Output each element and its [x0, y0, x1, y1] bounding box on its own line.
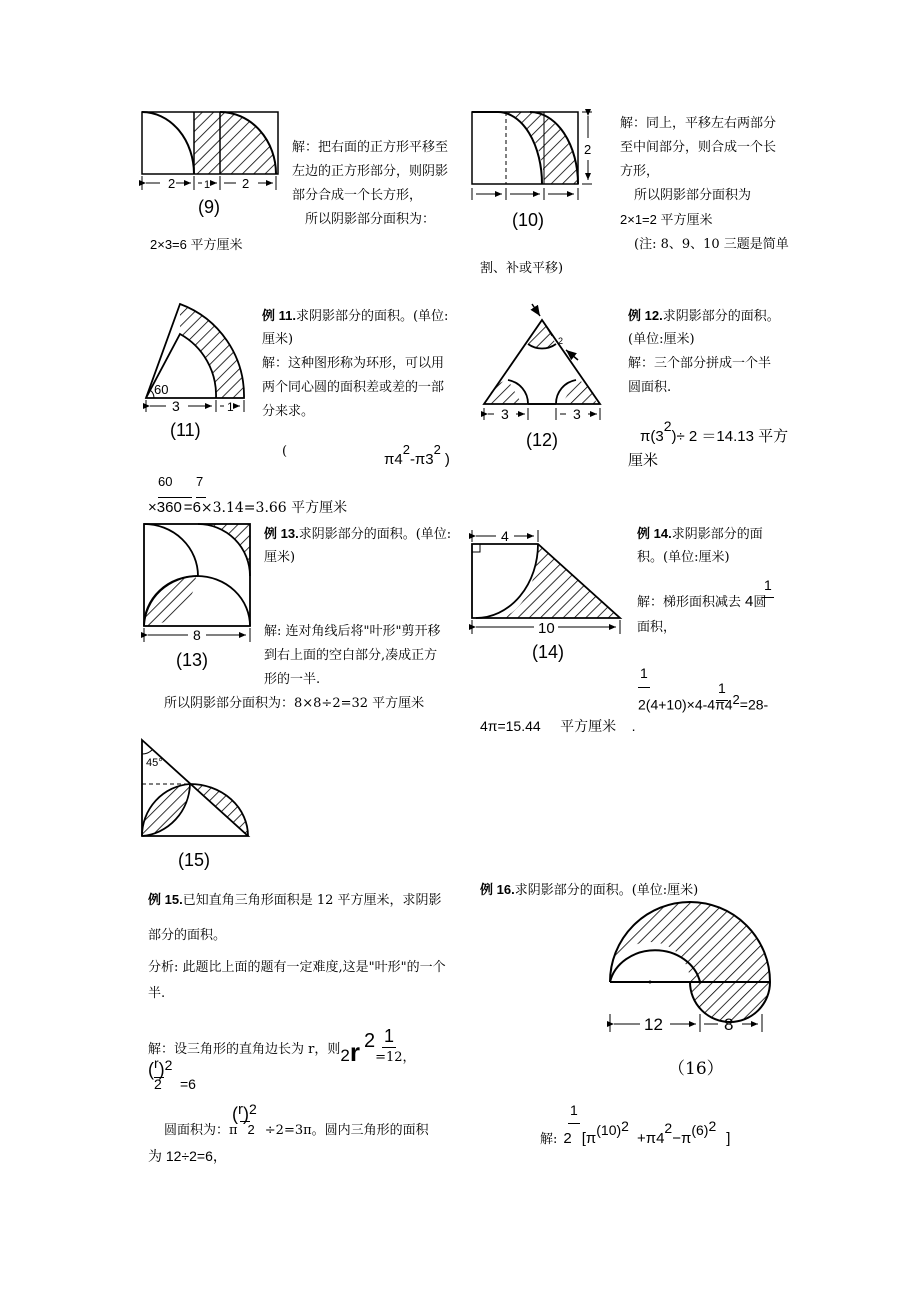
- ex11-exp-a: 2: [402, 442, 410, 457]
- ex16-dim-b: 8: [724, 1015, 734, 1034]
- ex14-sol-frac-den: 4: [745, 593, 754, 610]
- ex11-angle: 60: [154, 382, 169, 397]
- ex15-circle-den: 2: [247, 1122, 255, 1137]
- ex14-dim-top: 4: [501, 528, 509, 544]
- ex15-circle-prefix: 圆面积为：π: [164, 1123, 238, 1138]
- ex16-f-c: −π: [672, 1130, 692, 1147]
- ex15-question-2: 部分的面积。: [148, 928, 227, 943]
- figure-14: [464, 524, 634, 644]
- ex13-sol-1: 解: 连对角线后将"叶形"剪开移: [264, 624, 441, 639]
- ex13-dim: 8: [193, 627, 201, 643]
- ex16-title: 例 16.: [480, 882, 515, 897]
- ex12-sol-2: 圆面积.: [628, 380, 672, 395]
- ex14-calc-exp: 2: [732, 692, 740, 707]
- fig9-sol-3: 部分合成一个长方形，: [292, 188, 423, 203]
- ex15-last-line: 为 12÷2=6，: [148, 1148, 227, 1164]
- ex11-sol-2: 两个同心圆的面积差或差的一部: [262, 380, 445, 395]
- fig10-result: 2×1=2 平方厘米: [620, 212, 713, 227]
- ex15-r-eq: =6: [180, 1076, 196, 1092]
- ex13-title: 例 13.: [264, 526, 299, 541]
- ex14-calc-mid: (4+10)×4-: [645, 696, 708, 713]
- ex15-title: 例 15.: [148, 892, 183, 907]
- ex13-unit: 厘米): [264, 550, 296, 565]
- ex11-dim-b: 1: [227, 400, 234, 414]
- ex11-formula-b: -π3: [409, 451, 434, 468]
- ex16-caption: （16）: [668, 1059, 724, 1079]
- ex14-calc-pi: π4: [715, 696, 733, 713]
- ex14-unit: 积。(单位:厘米): [637, 550, 730, 565]
- ex11-frac1-den: 360: [156, 499, 182, 516]
- ex15-circle-num: r: [238, 1101, 243, 1118]
- ex11-paren-close: ): [444, 451, 450, 468]
- ex14-caption: (14): [532, 642, 565, 662]
- ex15-analysis-1: 分析: 此题比上面的题有一定难度,这是"叶形"的一个: [148, 960, 446, 975]
- fig9-result: 2×3=6 平方厘米: [150, 237, 243, 252]
- ex16-f-c-exp: 2: [708, 1118, 717, 1134]
- ex16-frac-num: 1: [570, 1102, 578, 1118]
- ex15-eq: =12，: [375, 1050, 416, 1065]
- ex12-formula-unit: 厘米: [628, 451, 659, 469]
- ex15-question-line: [148, 888, 442, 913]
- fig9-dim-b: 1: [204, 179, 211, 191]
- ex16-question: 求阴影部分的面积。(单位:厘米): [514, 883, 699, 898]
- ex15-sym-r: r: [349, 1037, 360, 1067]
- svg-text:2: 2: [558, 336, 564, 346]
- ex12-formula-pi: π(3: [640, 428, 664, 445]
- ex14-question: 求阴影部分的面: [671, 527, 763, 542]
- figure-10: [468, 108, 608, 208]
- fig10-caption: (10): [512, 210, 545, 230]
- ex11-result-tail: ×3.14=3.66 平方厘米: [200, 500, 348, 516]
- ex15-circle-frac: $(r)^2$: [232, 1101, 257, 1124]
- ex11-question-line: [262, 304, 448, 329]
- ex14-title: 例 14.: [637, 526, 672, 541]
- ex15-frac-num: 1: [384, 1026, 395, 1046]
- ex13-result: 所以阴影部分面积为：8×8÷2=32 平方厘米: [164, 696, 425, 711]
- ex12-sol-1: 解：三个部分拼成一个半: [628, 356, 772, 371]
- ex15-caption: (15): [178, 850, 211, 870]
- fig9-sol-2: 左边的正方形部分，则阴影: [292, 164, 449, 179]
- ex12-title: 例 12.: [628, 308, 663, 323]
- ex16-dim-a: 12: [644, 1015, 663, 1034]
- ex16-f-a-exp: 2: [621, 1118, 629, 1134]
- ex14-calc-line: [638, 688, 768, 717]
- fig10-sol-1: 解：同上，平移左右两部分: [620, 116, 777, 131]
- figure-12: [470, 300, 630, 430]
- ex12-caption: (12): [526, 430, 559, 450]
- ex11-dim-a: 3: [172, 398, 180, 414]
- ex12-formula: [640, 418, 788, 449]
- ex12-formula-rest: )÷ 2 ＝14.13 平方: [671, 428, 789, 445]
- ex14-calc-den2: 4: [707, 696, 716, 713]
- ex15-r-den: 2: [154, 1076, 162, 1092]
- ex15-question: 已知直角三角形面积是 12 平方厘米，求阴影: [182, 893, 442, 908]
- fig10-sol-3: 方形，: [620, 164, 660, 179]
- ex12-question: 求阴影部分的面积。: [662, 309, 780, 324]
- ex12-unit: (单位:厘米): [628, 332, 695, 347]
- ex11-question: 求阴影部分的面积。(单位:: [295, 309, 449, 324]
- ex11-paren: (: [282, 444, 288, 459]
- figure-16: [604, 898, 774, 1048]
- fig10-note-1: (注: 8、9、10 三题是简单: [634, 237, 789, 252]
- ex13-question: 求阴影部分的面积。(单位:: [298, 527, 452, 542]
- ex14-sol-line2: 面积，: [637, 620, 677, 635]
- ex14-result: 4π=15.44 平方厘米 .: [480, 718, 636, 734]
- ex16-sol-label: 解:: [540, 1132, 558, 1147]
- ex11-sol-3: 分来求。: [262, 404, 315, 419]
- ex11-times: ×: [148, 499, 157, 516]
- fig9-sol-1: 解：把右面的正方形平移至: [292, 140, 449, 155]
- ex12-dim-a: 3: [501, 406, 509, 422]
- ex11-result-line: ×360 =6×3.14=3.66 平方厘米: [148, 499, 348, 516]
- ex13-caption: (13): [176, 650, 209, 670]
- ex15-frac-den: 2: [340, 1046, 350, 1065]
- ex16-f-close: ]: [726, 1130, 731, 1147]
- fig10-dim-side: 2: [584, 142, 592, 157]
- ex15-circle-rest: ÷2=3π。圆内三角形的面积: [264, 1123, 429, 1138]
- ex14-calc-num2: 1: [718, 680, 726, 696]
- ex15-r-exp: 2: [164, 1057, 173, 1073]
- ex11-formula: [384, 442, 450, 472]
- figure-11: [140, 298, 260, 418]
- fig10-sol-4: 所以阴影部分面积为: [634, 188, 752, 203]
- ex15-sol-line: [148, 1024, 416, 1070]
- ex14-sol-frac-num: 1: [764, 577, 772, 593]
- ex15-angle: 45°: [146, 757, 163, 769]
- ex11-formula-a: π4: [384, 451, 403, 468]
- ex15-r-num: r: [154, 1054, 159, 1071]
- ex14-sol-suffix: 圆: [753, 595, 767, 610]
- ex14-question-line: [637, 522, 763, 547]
- ex15-circle-line: [164, 1118, 429, 1143]
- ex13-question-line: [264, 522, 451, 547]
- ex11-title: 例 11.: [262, 308, 296, 323]
- ex16-f-c-val: (6): [691, 1122, 709, 1138]
- ex14-sol-line: [637, 590, 766, 615]
- ex14-dim-bottom: 10: [538, 620, 555, 637]
- ex15-sol-prefix: 解：设三角形的直角边长为 r，则: [148, 1042, 341, 1057]
- ex11-caption: (11): [170, 420, 201, 440]
- ex11-unit: 厘米): [262, 332, 294, 347]
- fig9-caption: (9): [198, 197, 220, 217]
- ex16-f-b-exp: 2: [664, 1120, 673, 1136]
- fig10-note-2: 割、补或平移): [480, 261, 564, 276]
- ex16-frac-den: 2: [563, 1130, 572, 1147]
- ex14-calc-end: =28-: [739, 696, 769, 713]
- ex11-exp-b: 2: [433, 442, 441, 457]
- figure-15: [138, 736, 254, 840]
- ex11-sol-1: 解：这种图形称为环形，可以用: [262, 356, 445, 371]
- ex14-sol-prefix: 解：梯形面积减去: [637, 595, 742, 610]
- ex16-f-b: +π4: [636, 1130, 665, 1147]
- fig10-sol-2: 至中间部分，则合成一个长: [620, 140, 777, 155]
- ex12-dim-b: 3: [573, 406, 581, 422]
- ex16-sol-line: [540, 1120, 730, 1152]
- ex11-frac2-den: 6: [192, 499, 201, 516]
- ex13-sol-3: 形的一半.: [264, 672, 321, 687]
- fig9-dim-c: 2: [242, 176, 250, 191]
- fig9-dim-a: 2: [168, 176, 176, 191]
- ex16-f-a: (10): [596, 1122, 622, 1138]
- ex15-exp: 2: [363, 1030, 376, 1052]
- ex14-calc-num: 1: [640, 665, 648, 681]
- ex16-formula: [π: [581, 1130, 597, 1147]
- figure-13: [140, 520, 256, 660]
- ex12-question-line: [628, 304, 780, 329]
- ex12-formula-exp: 2: [663, 418, 672, 434]
- ex14-calc-den: 2: [638, 696, 646, 713]
- ex11-frac2-num: 7: [196, 474, 204, 489]
- ex15-r-frac: $(r)^2$: [148, 1054, 173, 1080]
- fig9-sol-4: 所以阴影部分面积为：: [305, 212, 436, 227]
- ex11-frac1-num: 60: [158, 474, 173, 489]
- ex15-circle-exp: 2: [249, 1101, 257, 1117]
- ex13-sol-2: 到右上面的空白部分,凑成正方: [264, 648, 438, 663]
- figure-9: [138, 108, 283, 198]
- ex15-analysis-2: 半.: [148, 986, 166, 1001]
